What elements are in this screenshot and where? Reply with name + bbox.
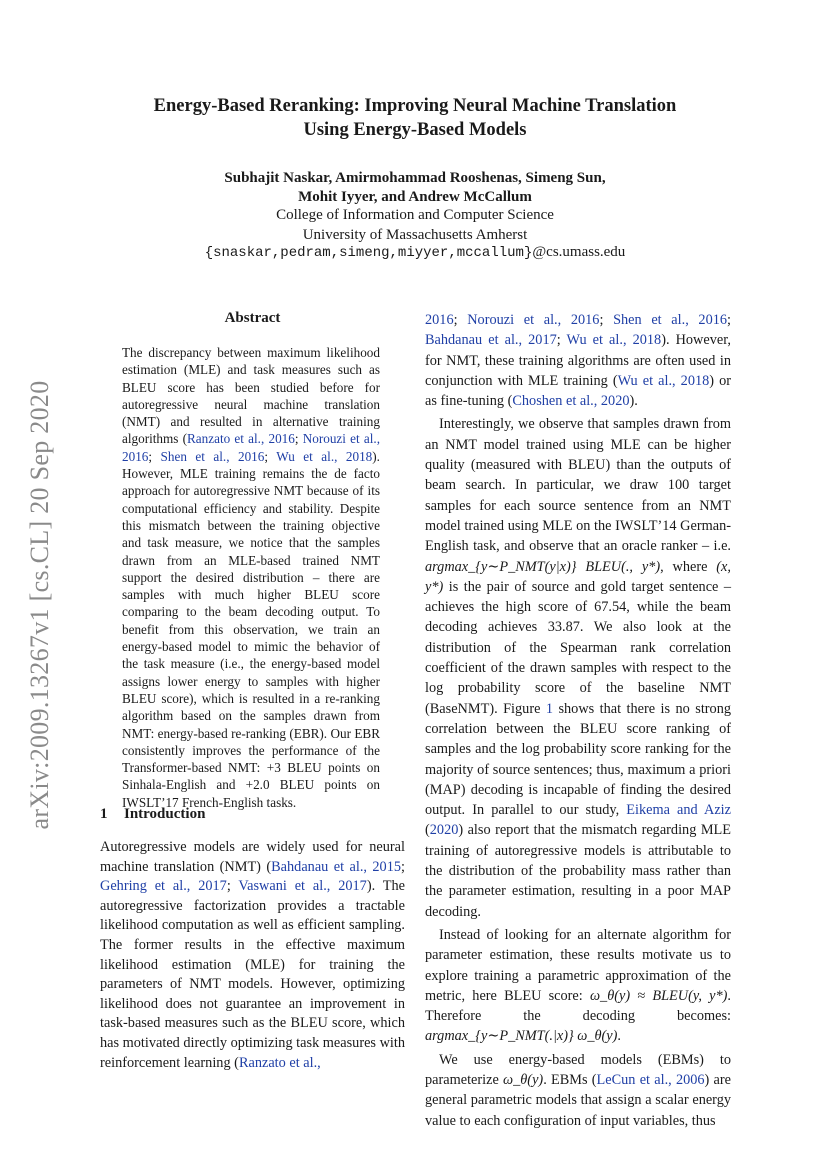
citation-link[interactable]: Norouzi et al., 2016 bbox=[467, 312, 600, 328]
citation-link[interactable]: 2016 bbox=[425, 312, 454, 328]
paragraph-oracle-ranker: Interestingly, we observe that samples drawn from an NMT model trained using MLE can be higher quality (measured with BLEU) than the outputs of beam search. In particular, we draw 100 target samples for each source sentence from an NMT model trained using MLE on the IWSLT’14 German-English task, and observe that an oracle ranker – i.e. argmax_{y∼P_NMT(y|x)} BLEU(., y*), where (x, y*) is the pair of source and gold target sentence – achieves the high score of 67.54, while the beam decoding achieves 33.87. We also look at the distribution of the Spearman rank correlation coefficient of the drawn samples with respect to the log probability score of the baseline NMT (BaseNMT). Figure 1 shows that there is no strong correlation between the BLEU score ranking of samples and the log probability score ranking for the majority of source sentences; thus, maximum a priori (MAP) decoding is incapable of finding the desired output. In parallel to our study, Eikema and Aziz (2020) also report that the mismatch regarding MLE training of autoregressive models is attributable to the distribution of the probability mass rather than the parameter estimation, resulting in a poor MAP decoding. bbox=[425, 416, 732, 920]
citation-link[interactable]: Bahdanau et al., 2015 bbox=[271, 858, 401, 875]
citation-link[interactable]: Eikema and Aziz bbox=[626, 802, 732, 819]
affiliation-line-2: University of Massachusetts Amherst bbox=[302, 227, 528, 243]
math-formula: (x, y*) bbox=[425, 558, 731, 595]
citation-link[interactable]: Bahdanau et al., 2017 bbox=[425, 332, 557, 349]
affiliation-line-1: College of Information and Computer Science bbox=[276, 207, 554, 223]
citation-link[interactable]: Ranzato et al., 2016 bbox=[187, 431, 295, 447]
email-names: {snaskar,pedram,simeng,miyyer,mccallum} bbox=[204, 245, 533, 261]
citation-link[interactable]: Norouzi et al., 2016 bbox=[122, 431, 380, 464]
arxiv-stamp: arXiv:2009.13267v1 [cs.CL] 20 Sep 2020 bbox=[25, 380, 54, 830]
abstract-text: The discrepancy between maximum likelihood estimation (MLE) and task measures such as BLEU score has been studied before for autoregressive neural machine translation (NMT) and resulted in alternative training algorithms (Ranzato et al., 2016; Norouzi et al., 2016; Shen et al., 2016; Wu et al., 2018). However, MLE training remains the de facto approach for autoregressive NMT because of its computational efficiency and stability. Despite this mismatch between the training objective and task measure, we notice that the samples drawn from an MLE-based trained NMT support the desired distribution – there are samples with much higher BLEU score comparing to the beam decoding output. To benefit from this observation, we train an energy-based model to mimic the behavior of the task measure (i.e., the energy-based model assigns lower energy to samples with higher BLEU score), which is resulted in a re-ranking algorithm based on the samples drawn from NMT: energy-based re-ranking (EBR). Our EBR consistently improves the performance of the Transformer-based NMT: +3 BLEU points on Sinhala-English and +2.0 BLEU points on IWSLT’17 French-English tasks. bbox=[122, 345, 380, 810]
paragraph-parametric-approx: Instead of looking for an alternate algorithm for parameter estimation, these results motivate us to explore training a parametric approximation of the metric, here BLEU score: ω_θ(y) ≈ BLEU(y, y*). Therefore the decoding becomes: argmax_{y∼P_NMT(.|x)} ω_θ(y). bbox=[425, 926, 731, 1045]
citation-link[interactable]: 2020 bbox=[429, 822, 459, 839]
email-domain: @cs.umass.edu bbox=[532, 244, 626, 260]
authors-line-1: Subhajit Naskar, Amirmohammad Rooshenas, Simeng Sun, bbox=[224, 170, 606, 186]
citation-link[interactable]: Choshen et al., 2020 bbox=[512, 393, 630, 410]
citation-link[interactable]: LeCun et al., 2006 bbox=[596, 1071, 705, 1088]
math-formula: argmax_{y∼P_NMT(y|x)} BLEU(., y*) bbox=[425, 558, 661, 575]
citation-link[interactable]: Gehring et al., 2017 bbox=[100, 878, 227, 895]
paragraph-ebm: We use energy-based models (EBMs) to parameterize ω_θ(y). EBMs (LeCun et al., 2006) are general parametric models that assign a scalar energy value to each configuration of input variables, thus bbox=[425, 1051, 731, 1129]
math-formula: ω_θ(y) ≈ BLEU(y, y*) bbox=[589, 987, 728, 1004]
citation-link[interactable]: Vaswani et al., 2017 bbox=[238, 878, 367, 895]
citation-link[interactable]: Wu et al., 2018 bbox=[276, 448, 373, 464]
section-number: 1 bbox=[100, 806, 108, 822]
right-column bbox=[425, 310, 731, 1134]
author-emails bbox=[100, 244, 730, 261]
citation-link[interactable]: Wu et al., 2018 bbox=[617, 372, 710, 389]
math-formula: argmax_{y∼P_NMT(.|x)} ω_θ(y) bbox=[425, 1028, 618, 1045]
paper-title bbox=[100, 94, 730, 142]
section-heading-introduction bbox=[100, 806, 205, 823]
citation-link[interactable]: Shen et al., 2016 bbox=[160, 448, 265, 464]
title-line-2: Using Energy-Based Models bbox=[303, 120, 527, 140]
authors bbox=[100, 169, 730, 207]
title-line-1: Energy-Based Reranking: Improving Neural Machine Translation bbox=[153, 96, 677, 116]
citation-link[interactable]: Shen et al., 2016 bbox=[613, 312, 728, 328]
citation-link[interactable]: Wu et al., 2018 bbox=[566, 332, 662, 349]
section-title: Introduction bbox=[124, 806, 206, 822]
intro-paragraph: Autoregressive models are widely used for neural machine translation (NMT) (Bahdanau et al., 2015; Gehring et al., 2017; Vaswani et al., 2017). The autoregressive factorization provides a tractable likelihood computation as well as efficient sampling. The former results in the effective maximum likelihood estimation (MLE) for training the parameters of NMT models. However, optimizing likelihood does not guarantee an improvement in task-based measures such as the BLEU score, which has motivated directly optimizing task measures with reinforcement learning (Ranzato et al., bbox=[100, 839, 405, 1071]
figure-ref-link[interactable]: 1 bbox=[545, 700, 554, 717]
affiliation bbox=[100, 205, 730, 245]
abstract-heading: Abstract bbox=[224, 310, 281, 326]
authors-line-2: Mohit Iyyer, and Andrew McCallum bbox=[298, 189, 532, 205]
math-formula: ω_θ(y) bbox=[503, 1071, 544, 1088]
citation-link[interactable]: Ranzato et al., bbox=[238, 1054, 321, 1071]
paragraph-continued: 2016; Norouzi et al., 2016; Shen et al., 2016; Bahdanau et al., 2017; Wu et al., 2018). However, for NMT, these training algorithms are often used in conjunction with MLE training (Wu et al., 2018) or as fine-tuning (Choshen et al., 2020). bbox=[425, 312, 732, 410]
